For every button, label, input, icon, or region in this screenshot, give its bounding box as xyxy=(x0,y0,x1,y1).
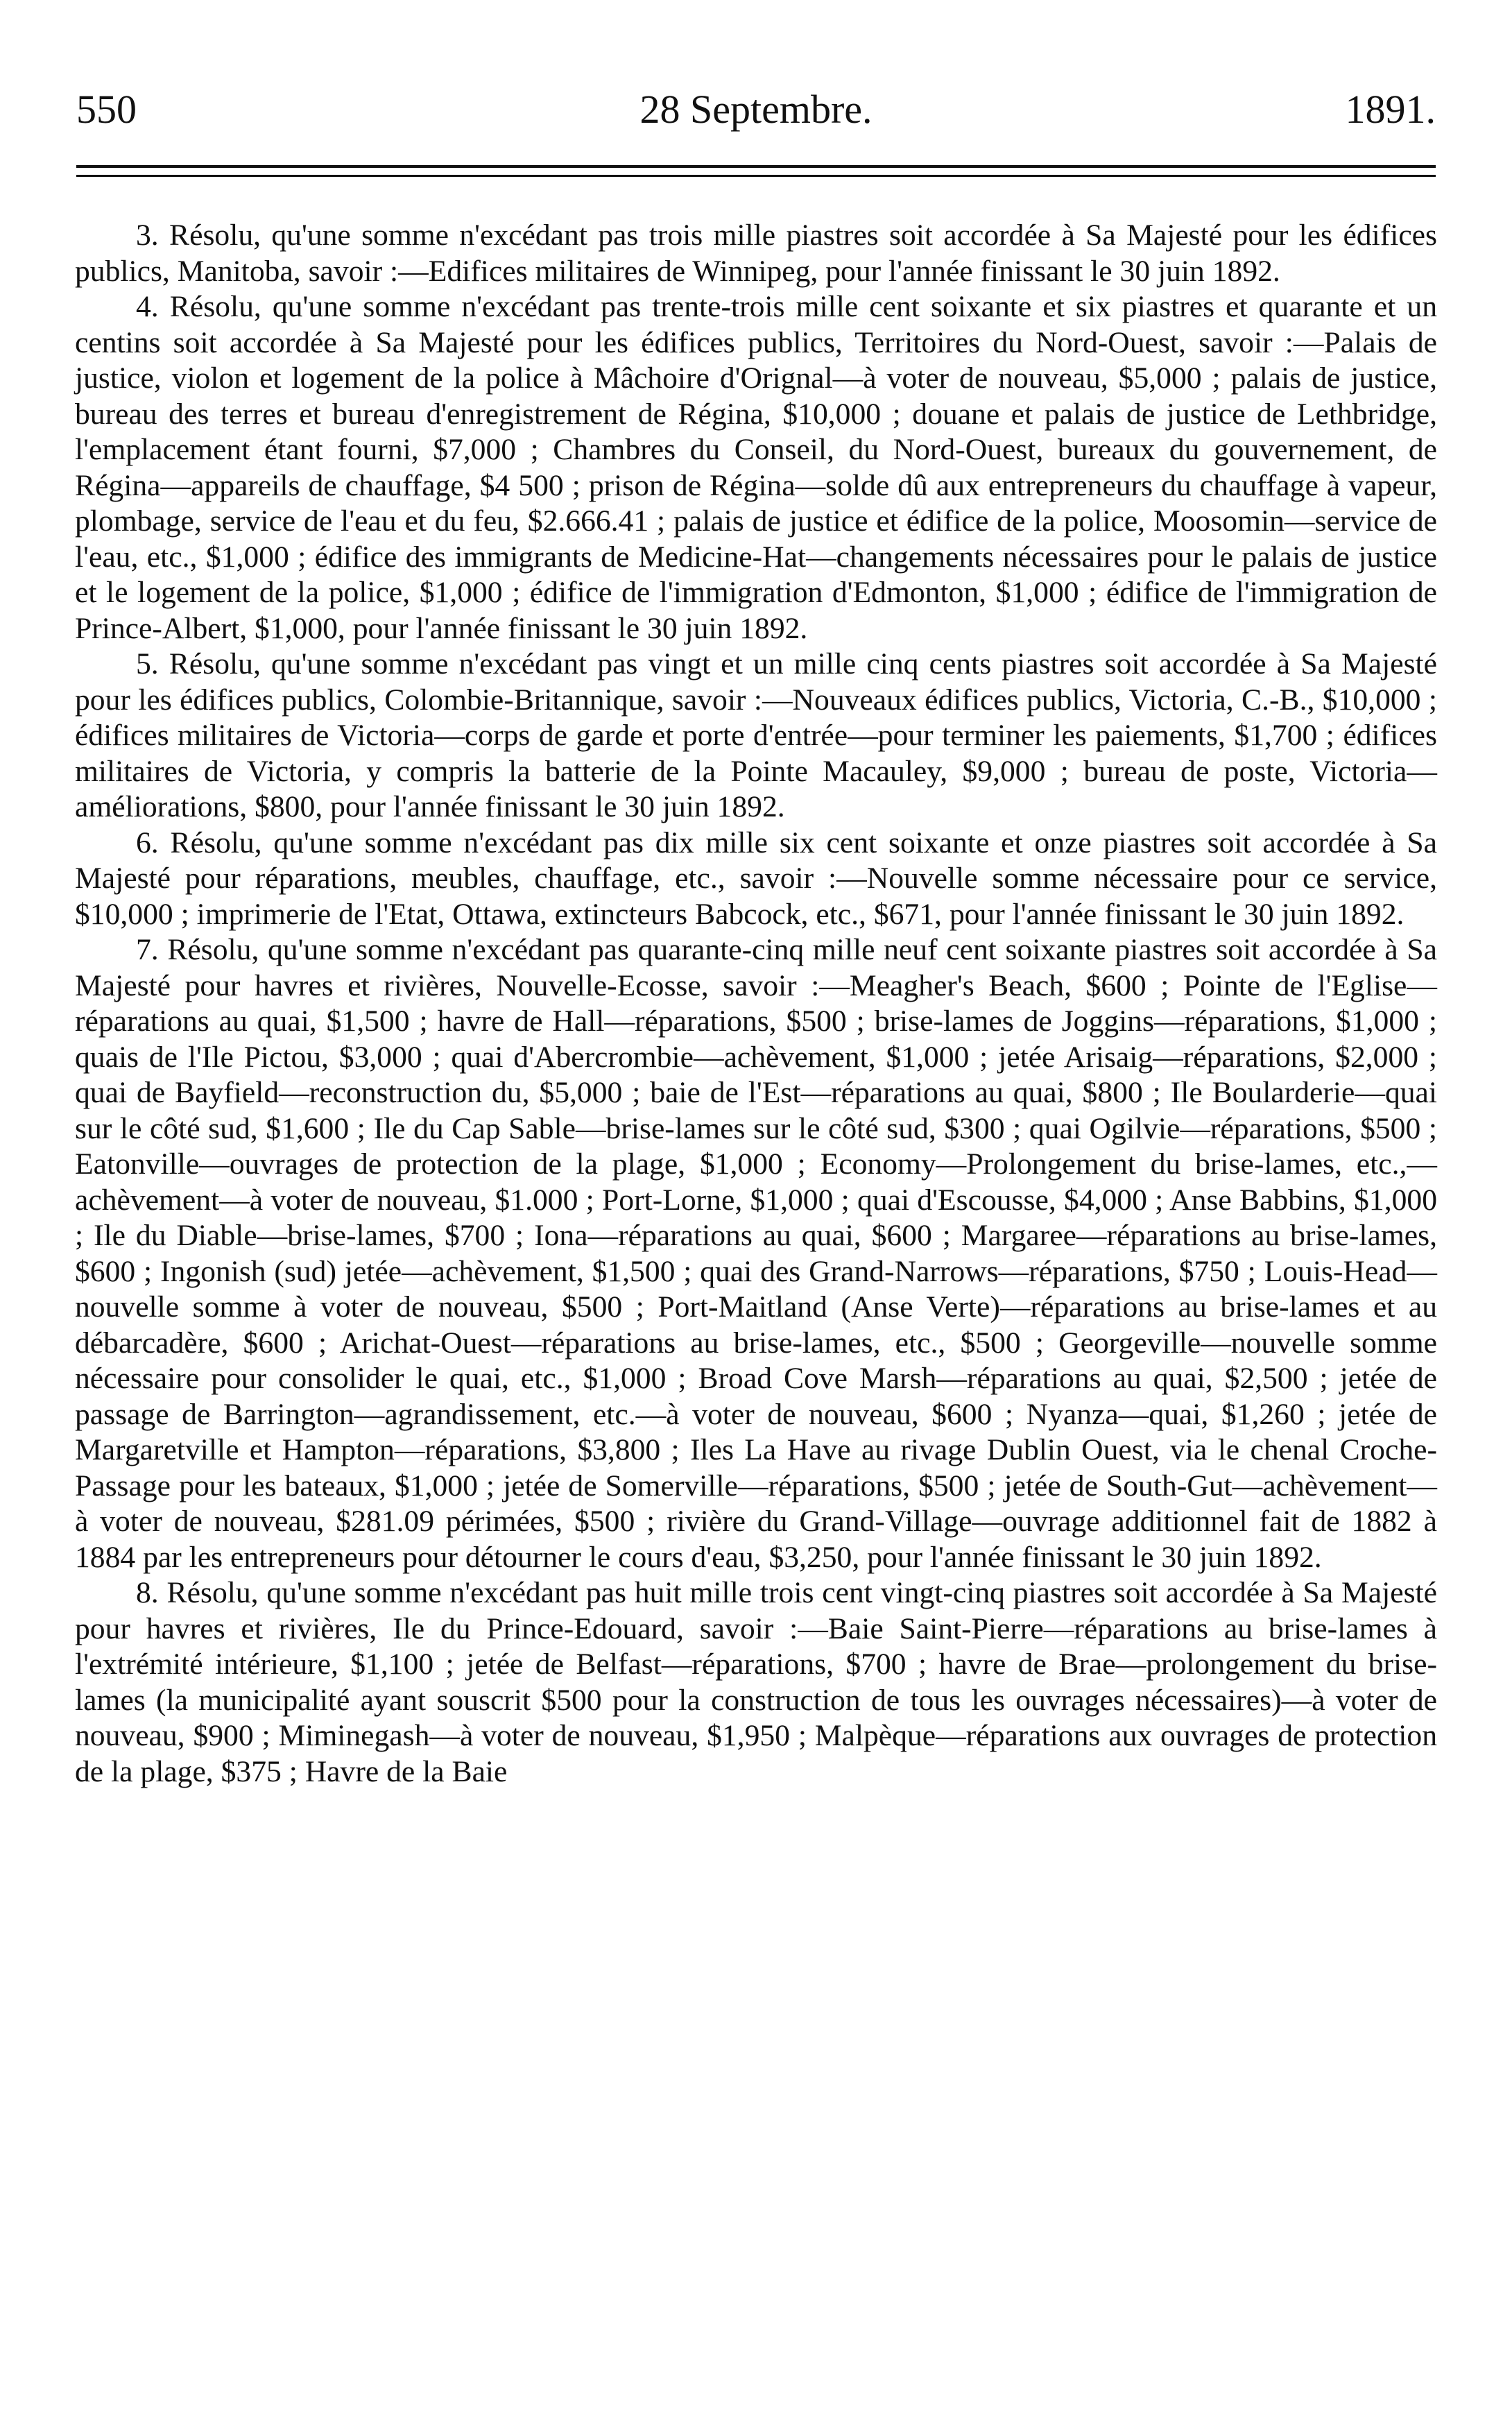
header-date: 28 Septembre. xyxy=(639,87,873,132)
resolution-paragraph-3: 3. Résolu, qu'une somme n'excédant pas trois mille piastres soit accordée à Sa Majesté pour les édifices publics, Manitoba, savoir :—Edifices militaires de Winnipeg, pour l'année finissant le 30 juin 1892. xyxy=(75,219,1437,288)
header-rule-top xyxy=(76,165,1436,168)
header-double-rule xyxy=(76,165,1436,180)
resolution-paragraph-4: 4. Résolu, qu'une somme n'excédant pas trente-trois mille cent soixante et six piastres et quarante et un centins soit accordée à Sa Majesté pour les édifices publics, Territoires du Nord-Ouest, savoir :—Palais de justice, violon et logement de la police à Mâchoire d'Orignal—à voter de nouveau, $5,000 ; palais de justice, bureau des terres et bureau d'enregistrement de Régina, $10,000 ; douane et palais de justice de Lethbridge, l'emplacement étant fourni, $7,000 ; Chambres du Conseil, du Nord-Ouest, bureaux du gouvernement, de Régina—appareils de chauffage, $4 500 ; prison de Régina—solde dû aux entrepreneurs du chauffage à vapeur, plombage, service de l'eau et du feu, $2.666.41 ; palais de justice et édifice de la police, Moosomin—service de l'eau, etc., $1,000 ; édifice des immigrants de Medicine-Hat—changements nécessaires pour le palais de justice et le logement de la police, $1,000 ; édifice de l'immigration d'Edmonton, $1,000 ; édifice de l'immigration de Prince-Albert, $1,000, pour l'année finissant le 30 juin 1892. xyxy=(75,290,1437,645)
header-year: 1891. xyxy=(1345,87,1436,132)
running-header xyxy=(76,82,1436,137)
page-number: 550 xyxy=(76,87,137,132)
resolutions-text xyxy=(75,218,1437,1790)
header-rule-bottom xyxy=(76,175,1436,177)
resolution-paragraph-6: 6. Résolu, qu'une somme n'excédant pas dix mille six cent soixante et onze piastres soit accordée à Sa Majesté pour réparations, meubles, chauffage, etc., savoir :—Nouvelle somme nécessaire pour ce service, $10,000 ; imprimerie de l'Etat, Ottawa, extincteurs Babcock, etc., $671, pour l'année finissant le 30 juin 1892. xyxy=(75,825,1437,931)
resolution-paragraph-8: 8. Résolu, qu'une somme n'excédant pas huit mille trois cent vingt-cinq piastres soit accordée à Sa Majesté pour havres et rivières, Ile du Prince-Edouard, savoir :—Baie Saint-Pierre—réparations au brise-lames à l'extrémité intérieure, $1,100 ; jetée de Belfast—réparations, $700 ; havre de Brae—prolongement du brise-lames (la municipalité ayant souscrit $500 pour la construction de tous les ouvrages nécessaires)—à voter de nouveau, $900 ; Miminegash—à voter de nouveau, $1,950 ; Malpèque—réparations aux ouvrages de protection de la plage, $375 ; Havre de la Baie xyxy=(75,1576,1437,1788)
resolution-paragraph-5: 5. Résolu, qu'une somme n'excédant pas vingt et un mille cinq cents piastres soit accordée à Sa Majesté pour les édifices publics, Colombie-Britannique, savoir :—Nouveaux édifices publics, Victoria, C.-B., $10,000 ; édifices militaires de Victoria—corps de garde et porte d'entrée—pour terminer les paiements, $1,700 ; édifices militaires de Victoria, y compris la batterie de la Pointe Macauley, $9,000 ; bureau de poste, Victoria—améliorations, $800, pour l'année finissant le 30 juin 1892. xyxy=(75,647,1437,823)
resolution-paragraph-7: 7. Résolu, qu'une somme n'excédant pas quarante-cinq mille neuf cent soixante piastres soit accordée à Sa Majesté pour havres et rivières, Nouvelle-Ecosse, savoir :—Meagher's Beach, $600 ; Pointe de l'Eglise—réparations au quai, $1,500 ; havre de Hall—réparations, $500 ; brise-lames de Joggins—réparations, $1,000 ; quais de l'Ile Pictou, $3,000 ; quai d'Abercrombie—achèvement, $1,000 ; jetée Arisaig—réparations, $2,000 ; quai de Bayfield—reconstruction du, $5,000 ; baie de l'Est—réparations au quai, $800 ; Ile Boularderie—quai sur le côté sud, $1,600 ; Ile du Cap Sable—brise-lames sur le côté sud, $300 ; quai Ogilvie—réparations, $500 ; Eatonville—ouvrages de protection de la plage, $1,000 ; Economy—Prolongement du brise-lames, etc.,—achèvement—à voter de nouveau, $1.000 ; Port-Lorne, $1,000 ; quai d'Escousse, $4,000 ; Anse Babbins, $1,000 ; Ile du Diable—brise-lames, $700 ; Iona—réparations au quai, $600 ; Margaree—réparations au brise-lames, $600 ; Ingonish (sud) jetée—achèvement, $1,500 ; quai des Grand-Narrows—réparations, $750 ; Louis-Head—nouvelle somme à voter de nouveau, $500 ; Port-Maitland (Anse Verte)—réparations au brise-lames et au débarcadère, $600 ; Arichat-Ouest—réparations au brise-lames, etc., $500 ; Georgeville—nouvelle somme nécessaire pour consolider le quai, etc., $1,000 ; Broad Cove Marsh—réparations au quai, $2,500 ; jetée de passage de Barrington—agrandissement, etc.—à voter de nouveau, $600 ; Nyanza—quai, $1,260 ; jetée de Margaretville et Hampton—réparations, $3,800 ; Iles La Have au rivage Dublin Ouest, via le chenal Croche-Passage pour les bateaux, $1,000 ; jetée de Somerville—réparations, $500 ; jetée de South-Gut—achèvement—à voter de nouveau, $281.09 périmées, $500 ; rivière du Grand-Village—ouvrage additionnel fait de 1882 à 1884 par les entrepreneurs pour détourner le cours d'eau, $3,250, pour l'année finissant le 30 juin 1892. xyxy=(75,933,1437,1574)
